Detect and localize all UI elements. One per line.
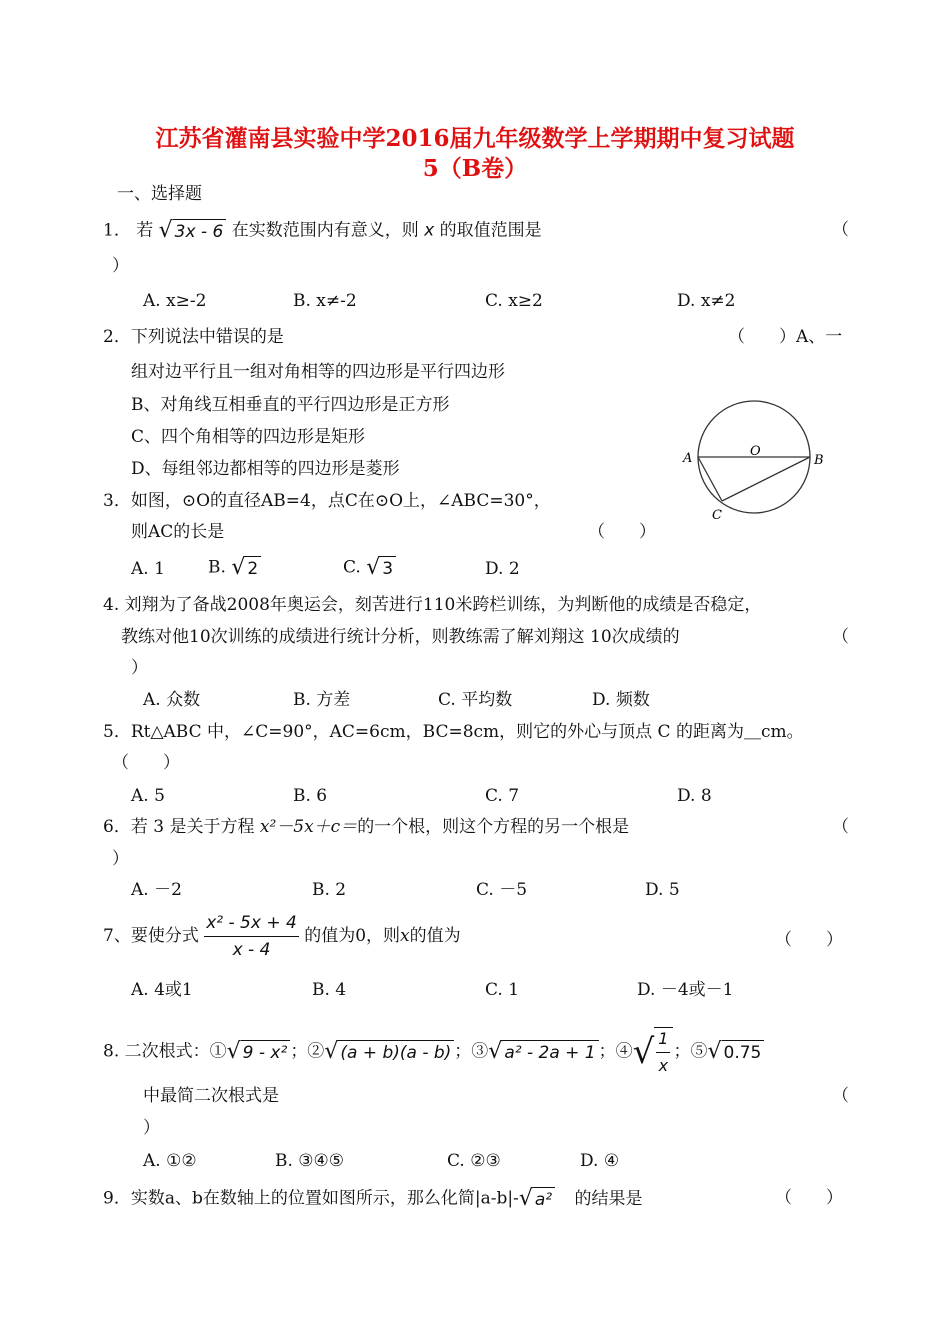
q7-numerator: x² - 5x + 4 (204, 912, 299, 937)
label-c: C (712, 508, 722, 523)
q3-option-d: D. 2 (485, 559, 520, 579)
question-8 (103, 1027, 764, 1077)
q1-number: 1． (103, 220, 131, 241)
q4-option-b: B. 方差 (293, 690, 351, 710)
q8-radical-2: √ (a + b)(a - b) (324, 1040, 454, 1064)
q5-option-a: A. 5 (131, 786, 165, 806)
q3-option-b (208, 556, 261, 580)
q8-radical-5: √ 0.75 (707, 1040, 764, 1064)
q8-paren-open: （ (832, 1086, 849, 1106)
q3-stem: 如图，⊙O的直径AB=4，点C在⊙O上，∠ABC=30°， (130, 491, 551, 511)
q8-option-c: C. ②③ (447, 1151, 501, 1171)
q7-pre: 要使分式 (130, 926, 199, 946)
q2-option-b: B、对角线互相垂直的平行四边形是正方形 (131, 395, 450, 415)
segment-ac (698, 457, 722, 501)
label-a: A (683, 451, 693, 466)
q3-number: 3． (103, 491, 131, 511)
question-7 (103, 912, 461, 961)
q1-var: x (424, 220, 435, 241)
q8-pre: 二次根式：① (124, 1041, 227, 1062)
q2-stem: 下列说法中错误的是 (130, 327, 284, 347)
q8-number: 8. (103, 1041, 120, 1062)
q1-post2: 的取值范围是 (439, 220, 542, 241)
q5-option-d: D. 8 (677, 786, 712, 806)
page-title-line2: 5（B卷） (422, 155, 528, 182)
q7-number: 7、 (103, 926, 131, 946)
q1-post: 在实数范围内有意义，则 (231, 220, 419, 241)
q3-option-c-radical: √ 3 (366, 556, 396, 580)
q5-option-b: B. 6 (293, 786, 328, 806)
q7-option-d: D. －4或－1 (637, 980, 734, 1000)
q2-option-d: D、每组邻边都相等的四边形是菱形 (131, 459, 400, 479)
question-5: 5．Rt△ABC 中，∠C=90°，AC=6cm，BC=8cm，则它的外心与顶点 C 的距离为＿cm。 (103, 722, 804, 742)
q7-denominator: x - 4 (232, 940, 271, 960)
q1-option-d: D. x≠2 (677, 291, 736, 311)
question-3 (103, 490, 551, 512)
q8-option-a: A. ①② (143, 1151, 197, 1171)
q8-sep-1: ；② (290, 1041, 325, 1062)
q2-option-c: C、四个角相等的四边形是矩形 (131, 427, 366, 447)
q6-paren-open: （ (832, 817, 849, 837)
q8-r4-numerator: 1 (656, 1028, 670, 1053)
q3-option-a: A. 1 (131, 559, 165, 579)
q2-paren: （ ）A、一 (728, 327, 843, 347)
q7-option-b: B. 4 (312, 980, 347, 1000)
q8-r4-denominator: x (658, 1056, 669, 1075)
q6-number: 6． (103, 817, 131, 837)
q8-sep-4: ；⑤ (673, 1041, 708, 1062)
q3-option-c-label: C. (343, 557, 361, 578)
q4-option-d: D. 频数 (592, 690, 650, 710)
q1-option-c: C. x≥2 (485, 291, 543, 311)
q8-option-d: D. ④ (580, 1151, 620, 1171)
q3-option-b-label: B. (208, 557, 226, 578)
q3-option-c (343, 556, 396, 580)
q8-sep-2: ；③ (454, 1041, 489, 1062)
q7-post: 的值为0，则 (304, 926, 401, 946)
question-9 (103, 1187, 642, 1211)
q4-option-c: C. 平均数 (438, 690, 513, 710)
question-6 (103, 816, 629, 838)
q7-option-c: C. 1 (485, 980, 520, 1000)
q3-stem-line2: 则AC的长是 (131, 522, 225, 542)
q8-radical-3: √ a² - 2a + 1 (488, 1040, 598, 1064)
q4-paren-open: （ (832, 627, 849, 647)
q3-paren: （ ） (588, 522, 656, 542)
q7-var: x (400, 926, 410, 946)
q8-paren-close: ） (143, 1118, 160, 1138)
q6-post: 的一个根，则这个方程的另一个根是 (357, 817, 630, 837)
q6-option-b: B. 2 (312, 880, 347, 900)
q5-paren: （ ） (112, 753, 180, 773)
q7-paren: （ ） (775, 930, 843, 950)
q6-paren-close: ） (112, 849, 129, 869)
q8-sep-3: ；④ (598, 1041, 633, 1062)
q9-radical: √ a² (519, 1187, 555, 1211)
q4-paren-close: ） (131, 658, 148, 678)
q8-option-b: B. ③④⑤ (275, 1151, 345, 1171)
q5-option-c: C. 7 (485, 786, 520, 806)
q1-pre: 若 (136, 220, 154, 241)
circle-figure (675, 390, 835, 525)
q7-option-a: A. 4或1 (131, 980, 193, 1000)
q3-option-b-radical: √ 2 (231, 556, 261, 580)
section-heading: 一、选择题 (117, 184, 202, 204)
segment-bc (722, 457, 810, 501)
q1-radical: √ 3x - 6 (159, 219, 227, 243)
q9-paren: （ ） (775, 1188, 843, 1208)
question-2 (103, 326, 284, 348)
q2-number: 2． (103, 327, 131, 347)
q1-option-b: B. x≠-2 (293, 291, 357, 311)
q6-option-d: D. 5 (645, 880, 680, 900)
q9-post: 的结果是 (574, 1188, 643, 1209)
q4-line2: 教练对他10次训练的成绩进行统计分析，则教练需了解刘翔这 10次成绩的 (121, 627, 680, 647)
q9-number: 9． (103, 1188, 131, 1209)
q1-paren-close: ） (112, 256, 129, 276)
q7-post2: 的值为 (409, 926, 461, 946)
question-1 (103, 219, 542, 243)
label-o: O (750, 444, 761, 459)
q8-line2: 中最简二次根式是 (143, 1086, 279, 1106)
q6-equation: x²－5x＋c＝ (259, 817, 358, 837)
q2-option-a: 组对边平行且一组对角相等的四边形是平行四边形 (131, 362, 505, 382)
q7-fraction (204, 912, 299, 961)
q6-option-c: C. －5 (476, 880, 528, 900)
question-4: 4. 刘翔为了备战2008年奥运会，刻苦进行110米跨栏训练，为判断他的成绩是否稳定， (103, 595, 762, 615)
q9-pre: 实数a、b在数轴上的位置如图所示，那么化简|a-b|- (130, 1188, 519, 1209)
q6-option-a: A. －2 (131, 880, 182, 900)
q1-option-a: A. x≥-2 (143, 291, 207, 311)
q8-radical-4: √ $\frac{1}{x}$ (633, 1027, 674, 1077)
q4-option-a: A. 众数 (143, 690, 201, 710)
q1-paren-open: （ (832, 220, 849, 240)
q6-pre: 若 3 是关于方程 (130, 817, 255, 837)
q8-radical-1: √ 9 - x² (227, 1040, 291, 1064)
label-b: B (814, 453, 824, 468)
page-title: 江苏省灌南县实验中学2016届九年级数学上学期期中复习试题 (155, 125, 795, 152)
